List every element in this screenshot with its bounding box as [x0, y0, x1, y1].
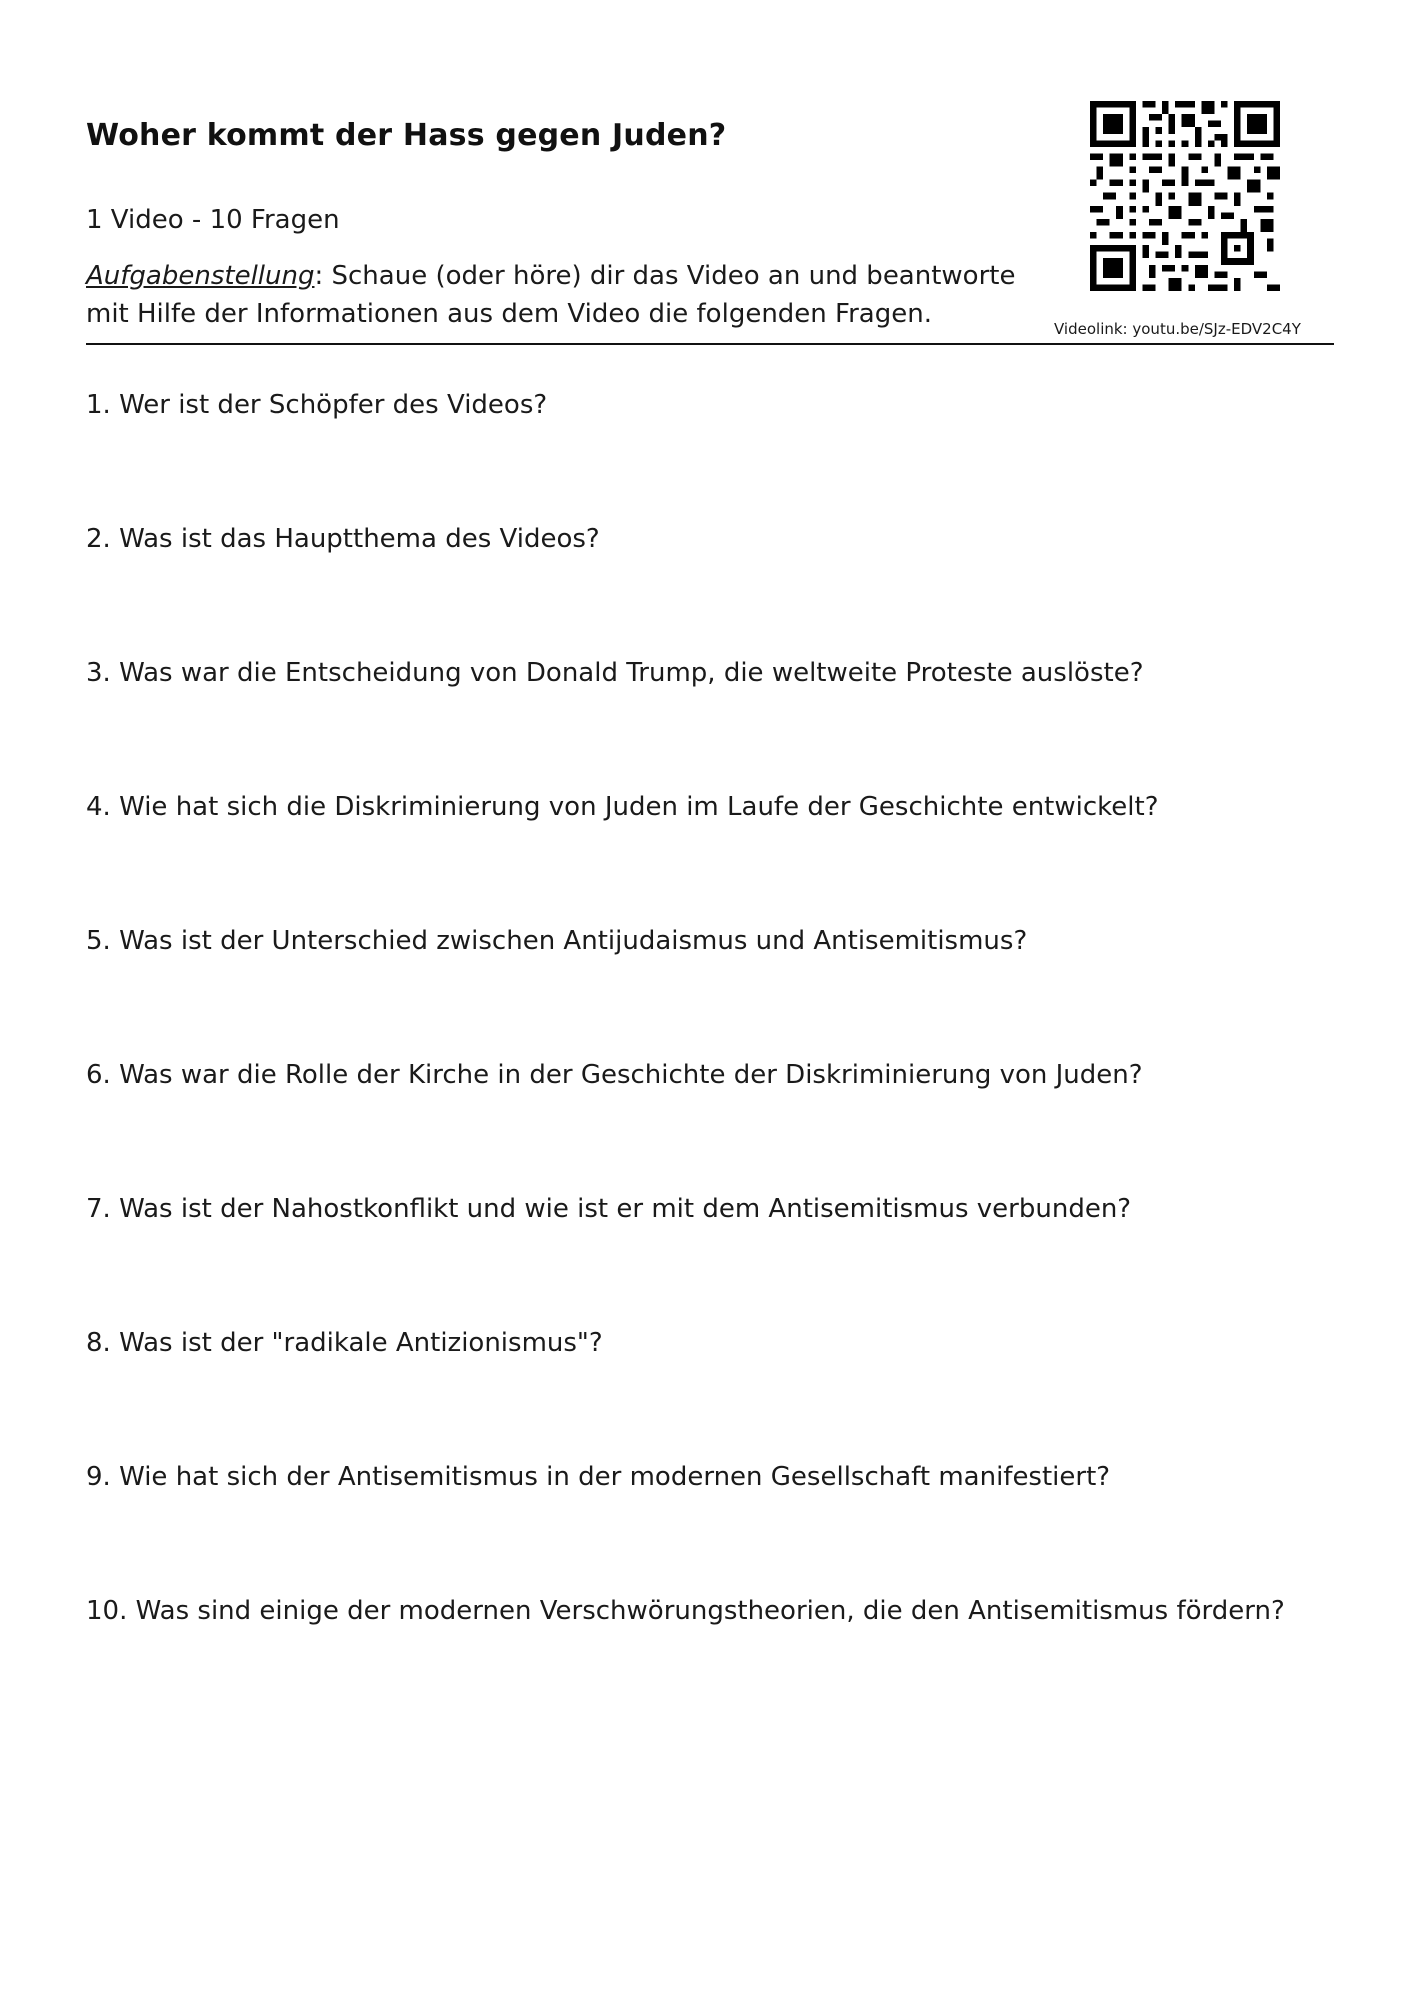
worksheet-title: Woher kommt der Hass gegen Juden? [86, 118, 727, 153]
instruction-block [86, 257, 1046, 333]
instruction-text: : Schaue (oder höre) dir das Video an und beantworte mit Hilfe der Informationen aus dem Video die folgenden Fragen. [86, 261, 1016, 329]
question-item: 10. Was sind einige der modernen Verschwörungstheorien, die den Antisemitismus fördern? [86, 1596, 1285, 1626]
question-item: 7. Was ist der Nahostkonflikt und wie ist er mit dem Antisemitismus verbunden? [86, 1194, 1132, 1224]
question-item: 6. Was war die Rolle der Kirche in der Geschichte der Diskriminierung von Juden? [86, 1060, 1143, 1090]
question-list [86, 388, 1346, 1728]
instruction-label: Aufgabenstellung [86, 261, 315, 291]
question-item: 8. Was ist der "radikale Antizionismus"? [86, 1328, 603, 1358]
question-item: 1. Wer ist der Schöpfer des Videos? [86, 390, 548, 420]
worksheet-subtitle: 1 Video - 10 Fragen [86, 205, 340, 235]
question-item: 5. Was ist der Unterschied zwischen Antijudaismus und Antisemitismus? [86, 926, 1028, 956]
video-link[interactable]: Videolink: youtu.be/SJz-EDV2C4Y [1054, 320, 1301, 338]
header-divider [86, 343, 1334, 345]
question-item: 2. Was ist das Hauptthema des Videos? [86, 524, 600, 554]
question-item: 3. Was war die Entscheidung von Donald Trump, die weltweite Proteste auslöste? [86, 658, 1144, 688]
question-item: 9. Wie hat sich der Antisemitismus in der modernen Gesellschaft manifestiert? [86, 1462, 1111, 1492]
question-item: 4. Wie hat sich die Diskriminierung von Juden im Laufe der Geschichte entwickelt? [86, 792, 1159, 822]
qr-code-icon [1090, 101, 1280, 291]
